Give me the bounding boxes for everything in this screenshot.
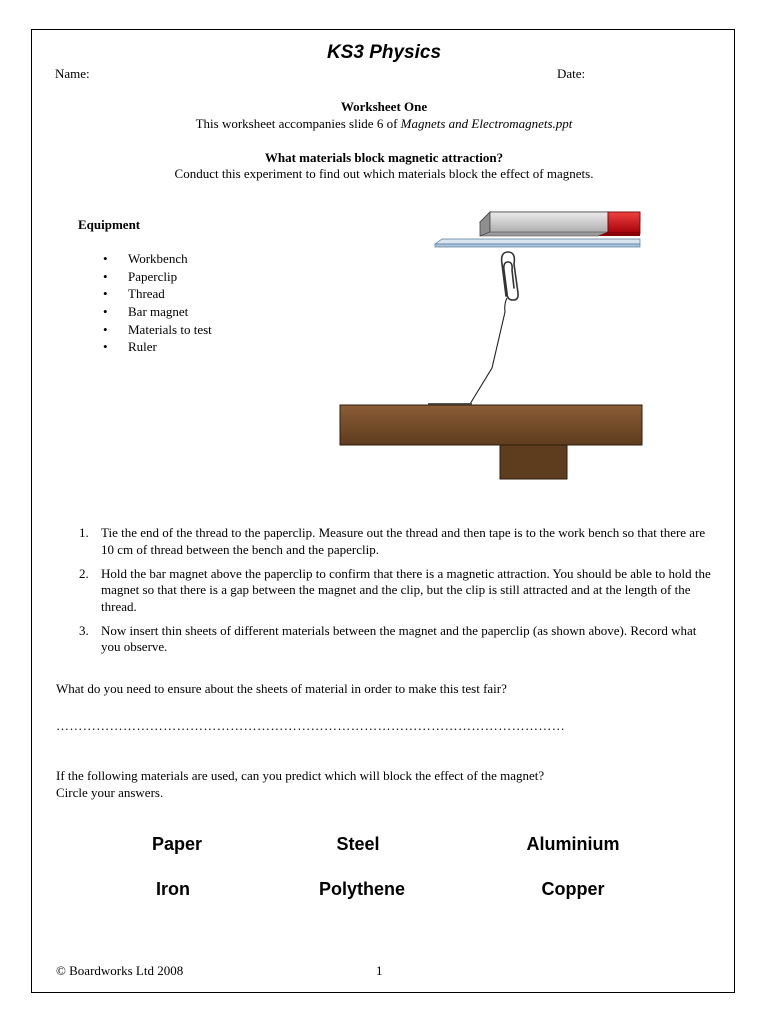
step-number: 2. xyxy=(79,565,89,581)
name-label: Name: xyxy=(55,66,90,81)
step-number: 1. xyxy=(79,525,89,540)
answer-line[interactable]: …………………………………………………………………………………………………… xyxy=(56,718,566,733)
equipment-item: • Thread xyxy=(82,285,322,303)
step-item xyxy=(79,623,719,656)
material-sheet xyxy=(435,239,640,247)
worksheet-title: Worksheet One xyxy=(340,99,428,114)
step-item xyxy=(79,525,719,558)
page-number: 1 xyxy=(376,963,383,978)
prediction-line-1: If the following materials are used, can you predict which will block the effect of the magnet? xyxy=(56,768,545,783)
equipment-item: • Workbench xyxy=(82,250,322,268)
page-title: KS3 Physics xyxy=(326,42,442,63)
work-bench xyxy=(340,405,642,479)
material-option-steel[interactable]: Steel xyxy=(336,834,380,854)
step-text: Tie the end of the thread to the paperclip. Measure out the thread and then tape is to the work bench so that there are 10 cm of thread between the bench and the paperclip. xyxy=(101,525,706,557)
material-option-iron[interactable]: Iron xyxy=(156,879,190,899)
paperclip xyxy=(502,252,519,300)
equipment-item: • Paperclip xyxy=(82,268,322,286)
presentation-file-name: Magnets and Electromagnets.ppt xyxy=(400,116,573,131)
equipment-item: • Materials to test xyxy=(82,321,322,339)
equipment-item: • Ruler xyxy=(82,338,322,356)
material-option-polythene[interactable]: Polythene xyxy=(318,879,406,899)
step-text: Now insert thin sheets of different materials between the magnet and the paperclip (as shown above). Record what you observe. xyxy=(101,622,697,654)
material-option-aluminium[interactable]: Aluminium xyxy=(526,834,620,854)
material-option-copper[interactable]: Copper xyxy=(541,879,605,899)
accompanies-line xyxy=(0,116,768,133)
equipment-list xyxy=(82,250,322,356)
equipment-item: • Bar magnet xyxy=(82,303,322,321)
accompanies-prefix: This worksheet accompanies slide 6 of xyxy=(195,116,401,131)
thread xyxy=(470,298,507,404)
material-option-paper[interactable]: Paper xyxy=(151,834,203,854)
step-text: Hold the bar magnet above the paperclip to confirm that there is a magnetic attraction. You should be able to hold the magnet so that there is a gap between the magnet and the clip, but the clip is still attracted and at the length of the thread. xyxy=(101,565,711,614)
copyright: © Boardworks Ltd 2008 xyxy=(56,963,184,978)
step-number: 3. xyxy=(79,622,89,638)
experiment-illustration xyxy=(330,200,650,490)
fair-test-question: What do you need to ensure about the sheets of material in order to make this test fair? xyxy=(56,681,507,696)
prediction-line-2: Circle your answers. xyxy=(56,785,164,800)
equipment-heading: Equipment xyxy=(78,217,141,232)
step-item xyxy=(79,566,719,616)
date-label: Date: xyxy=(557,66,586,81)
experiment-steps xyxy=(79,525,719,663)
question-heading: What materials block magnetic attraction? xyxy=(264,150,504,165)
bar-magnet xyxy=(480,212,640,236)
experiment-instruction: Conduct this experiment to find out which materials block the effect of magnets. xyxy=(174,166,594,181)
